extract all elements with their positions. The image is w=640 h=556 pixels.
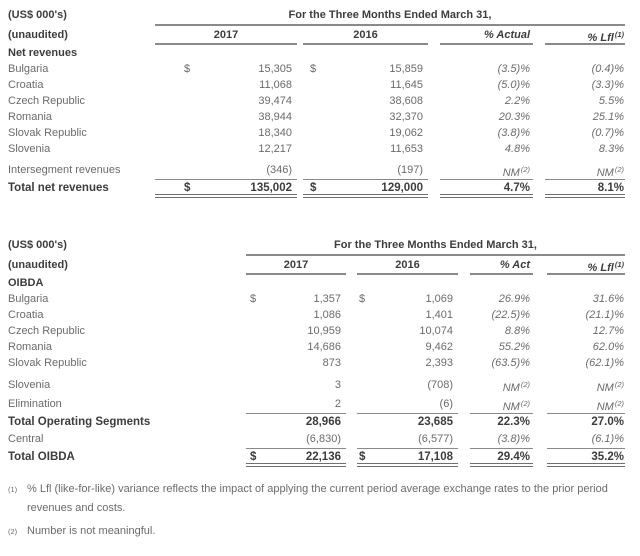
value-2016: 1,069 [425, 293, 453, 305]
table-header-period-row [8, 8, 625, 26]
nm-label: NM [596, 167, 614, 179]
table-row-romania [8, 109, 625, 125]
value-2016: 11,645 [390, 79, 423, 91]
value-2017: 1,086 [313, 309, 341, 321]
column-header-pct-act: % Act [470, 256, 533, 275]
pct-act-value: (63.5)% [491, 357, 530, 369]
row-label: Czech Republic [8, 95, 86, 107]
table-row-elimination [8, 396, 625, 414]
currency-symbol: $ [359, 293, 366, 305]
pct-lfl-value: (3.3)% [591, 79, 624, 91]
pct-actual-value: 4.7% [440, 180, 533, 198]
pct-act-value: 29.4% [470, 449, 533, 467]
row-label: Croatia [8, 79, 44, 91]
row-label: Total net revenues [8, 182, 109, 194]
table-row-total-net-revenues [8, 180, 625, 198]
nm-label: NM [502, 167, 520, 179]
currency-symbol: $ [250, 293, 257, 305]
pct-actual-value: (3.5)% [497, 63, 530, 75]
pct-actual-value: 2.2% [504, 95, 530, 107]
value-2017: 18,340 [258, 127, 292, 139]
unaudited-label: (unaudited) [8, 29, 68, 41]
pct-act-value: 55.2% [498, 341, 530, 353]
pct-lfl-value: 8.3% [598, 143, 624, 155]
row-label: Bulgaria [8, 63, 49, 75]
row-label: Czech Republic [8, 325, 86, 337]
nm-label: NM [596, 401, 614, 413]
value-2017: 3 [334, 379, 341, 391]
pct-actual-value [440, 162, 533, 180]
pct-actual-value: 4.8% [504, 143, 530, 155]
footnote-text: % Lfl (like-for-like) variance reflects the impact of applying the current period average exchange rates to the prior period revenues and costs. [27, 483, 608, 514]
row-label: Romania [8, 111, 53, 123]
row-label: Slovenia [8, 143, 51, 155]
section-header-row [8, 45, 625, 61]
table-row-intersegment-revenues [8, 162, 625, 180]
nm-label: NM [596, 382, 614, 393]
footnote-text: Number is not meaningful. [27, 525, 156, 537]
pct-actual-value: 20.3% [498, 111, 530, 123]
pct-act-value: (22.5)% [491, 309, 530, 321]
footnote-ref-2: (2) [614, 399, 624, 408]
value-2016: 19,062 [389, 127, 423, 139]
currency-symbol: $ [310, 63, 317, 75]
pct-lfl-value: 12.7% [592, 325, 624, 337]
row-label: Slovak Republic [8, 127, 87, 139]
pct-lfl-value: 35.2% [547, 449, 625, 467]
footnote-ref-2: (2) [520, 380, 530, 389]
value-2016: 32,370 [389, 111, 423, 123]
table-row-total-operating-segments [8, 414, 625, 431]
pct-act-value [470, 396, 533, 414]
pct-lfl-value [547, 396, 625, 414]
footnote-ref-2: (2) [520, 165, 530, 174]
pct-lfl-value: 8.1% [545, 180, 625, 198]
pct-lfl-value: (0.7)% [591, 127, 624, 139]
pct-lfl-value [545, 162, 625, 180]
section-label: Net revenues [8, 47, 78, 59]
currency-symbol: $ [184, 63, 191, 75]
value-2017: 38,944 [258, 111, 292, 123]
value-2016: 1,401 [425, 309, 453, 321]
pct-lfl-label: % Lfl [587, 32, 614, 44]
value-2016: 2,393 [425, 357, 453, 369]
table-row-slovenia [8, 377, 625, 393]
value-2017: 22,136 [305, 451, 341, 463]
value-2016: (197) [397, 164, 423, 176]
net-revenues-table [8, 8, 625, 198]
value-2016: 38,608 [389, 95, 423, 107]
table-row-czech-republic [8, 93, 625, 109]
financial-statement-sheet [8, 0, 625, 541]
nm-label: NM [502, 401, 520, 413]
value-2017: 15,305 [258, 63, 292, 75]
value-2017: 39,474 [258, 95, 292, 107]
currency-symbol: $ [310, 182, 317, 194]
value-2017: 12,217 [258, 143, 292, 155]
table-header-period-row [8, 238, 625, 256]
pct-lfl-value: 62.0% [592, 341, 624, 353]
footnote-ref-1: (1) [8, 485, 18, 494]
value-2016: (6,577) [418, 433, 453, 445]
currency-symbol: $ [250, 451, 257, 463]
pct-lfl-value: (21.1)% [585, 309, 624, 321]
row-label: Total OIBDA [8, 451, 75, 463]
value-2017: 873 [322, 357, 341, 369]
column-header-2017: 2017 [246, 256, 346, 275]
footnote-1 [8, 480, 616, 518]
section-label: OIBDA [8, 277, 44, 289]
footnote-ref-2: (2) [8, 527, 18, 536]
value-2017: 2 [334, 398, 341, 410]
pct-lfl-label: % Lfl [587, 262, 614, 274]
value-2016: (6) [439, 398, 453, 410]
pct-act-value: (3.8)% [470, 431, 533, 449]
pct-act-value: 26.9% [498, 293, 530, 305]
pct-lfl-value: (6.1)% [547, 431, 625, 449]
pct-act-value [470, 377, 533, 393]
pct-actual-value: (5.0)% [497, 79, 530, 91]
value-2016: 129,000 [381, 182, 423, 194]
pct-lfl-value: 25.1% [592, 111, 624, 123]
unit-label: (US$ 000's) [8, 9, 67, 21]
value-2017: 11,068 [259, 79, 292, 91]
pct-act-value: 22.3% [497, 416, 530, 428]
footnote-ref-1: (1) [614, 260, 624, 269]
value-2016: 17,108 [417, 451, 453, 463]
row-label: Central [8, 433, 44, 445]
table-row-central [8, 431, 625, 449]
value-2016: 10,074 [419, 325, 453, 337]
pct-lfl-value: 27.0% [591, 416, 624, 428]
value-2017: 14,686 [307, 341, 341, 353]
period-header: For the Three Months Ended March 31, [155, 8, 625, 26]
footnote-ref-2: (2) [614, 165, 624, 174]
unit-label: (US$ 000's) [8, 239, 67, 251]
pct-lfl-value: 5.5% [598, 95, 624, 107]
value-2016: 9,462 [425, 341, 453, 353]
nm-label: NM [502, 382, 520, 393]
value-2016: 11,653 [390, 143, 423, 155]
pct-lfl-value: (62.1)% [585, 357, 624, 369]
row-label: Romania [8, 341, 53, 353]
row-label: Slovak Republic [8, 357, 87, 369]
table-column-header-row [8, 26, 625, 45]
pct-lfl-value: (0.4)% [591, 63, 624, 75]
pct-act-value: 8.8% [504, 325, 530, 337]
value-2016: 23,685 [417, 416, 453, 428]
value-2017: 135,002 [250, 182, 292, 194]
table-row-czech-republic [8, 323, 625, 339]
table-row-total-oibda [8, 449, 625, 467]
footnote-2 [8, 522, 616, 541]
table-column-header-row [8, 256, 625, 275]
unaudited-label: (unaudited) [8, 259, 68, 271]
value-2017: 1,357 [313, 293, 341, 305]
table-row-slovak-republic [8, 355, 625, 371]
period-header: For the Three Months Ended March 31, [246, 238, 625, 256]
currency-symbol: $ [184, 182, 191, 194]
section-header-row [8, 275, 625, 291]
currency-symbol: $ [359, 451, 366, 463]
footnote-ref-1: (1) [614, 30, 624, 39]
value-2016: (708) [427, 379, 453, 391]
column-header-2017: 2017 [155, 26, 297, 45]
pct-lfl-value: 31.6% [592, 293, 624, 305]
column-header-pct-lfl [547, 256, 625, 275]
value-2017: (346) [266, 164, 292, 176]
table-row-romania [8, 339, 625, 355]
row-label: Total Operating Segments [8, 416, 151, 428]
footnote-ref-2: (2) [520, 399, 530, 408]
value-2017: 10,959 [307, 325, 341, 337]
column-header-2016: 2016 [303, 26, 428, 45]
value-2016: 15,859 [389, 63, 423, 75]
value-2017: 28,966 [305, 416, 341, 428]
table-row-croatia [8, 77, 625, 93]
pct-actual-value: (3.8)% [497, 127, 530, 139]
table-row-croatia [8, 307, 625, 323]
row-label: Croatia [8, 309, 44, 321]
row-label: Intersegment revenues [8, 164, 121, 176]
column-header-2016: 2016 [357, 256, 458, 275]
oibda-table [8, 238, 625, 467]
pct-lfl-value [547, 377, 625, 393]
table-row-slovenia [8, 141, 625, 157]
table-row-bulgaria [8, 291, 625, 307]
table-row-slovak-republic [8, 125, 625, 141]
row-label: Slovenia [8, 379, 51, 391]
footnotes [8, 480, 616, 541]
row-label: Bulgaria [8, 293, 49, 305]
column-header-pct-lfl [545, 26, 625, 45]
row-label: Elimination [8, 398, 62, 410]
footnote-ref-2: (2) [614, 380, 624, 389]
column-header-pct-actual: % Actual [440, 26, 533, 45]
table-row-bulgaria [8, 61, 625, 77]
value-2017: (6,830) [306, 433, 341, 445]
